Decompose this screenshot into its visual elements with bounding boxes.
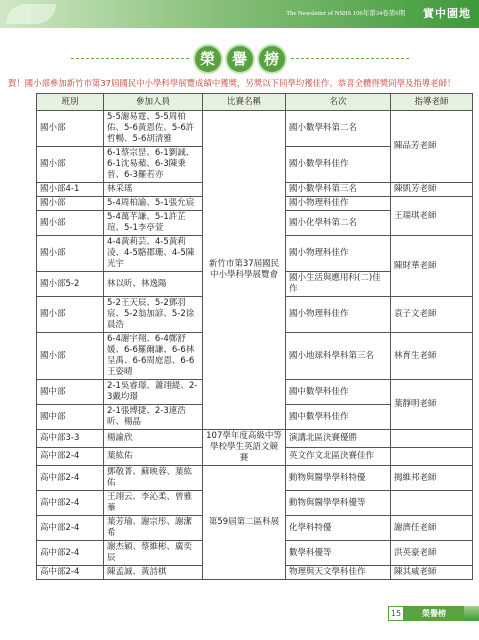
- cell-class: 高中部3-3: [37, 430, 104, 448]
- cell-rank: 動物與醫學學科優等: [286, 491, 391, 516]
- cell-rank: 國中數學科佳作: [286, 405, 391, 430]
- awards-table: [36, 93, 473, 580]
- cell-members: 謝杰穎、蔡維彬、廣奕辰: [104, 541, 203, 566]
- cell-members: 6-4謝宇翔、6-4鄭舒媛、6-6羅爾謙、6-6林呈禹、6-6周庭恩、6-6王姿晴: [104, 333, 203, 380]
- cell-rank: 物理與天文學科佳作: [286, 566, 391, 580]
- cell-competition: 第59屆第二區科展: [203, 466, 286, 580]
- cell-class: 國小部4-1: [37, 183, 104, 197]
- header-rank: 名次: [286, 94, 391, 111]
- cell-members: 葉紘佑: [104, 448, 203, 466]
- leaf-decoration-icon: [6, 4, 56, 24]
- cell-class: 國小部: [37, 236, 104, 272]
- cell-class: 高中部2-4: [37, 448, 104, 466]
- header-teacher: 指導老師: [391, 94, 473, 111]
- cell-class: 高中部2-4: [37, 466, 104, 491]
- cell-rank: 國小物理科佳作: [286, 197, 391, 211]
- cell-members: 葉芳瑜、謝宗彤、謝潔希: [104, 516, 203, 541]
- cell-rank: 國小物理科佳作: [286, 236, 391, 272]
- title-char-3: 榜: [259, 46, 285, 72]
- cell-members: 楊諭欣: [104, 430, 203, 448]
- header-members: 參加人員: [104, 94, 203, 111]
- table-row: [37, 111, 473, 147]
- cell-class: 高中部2-4: [37, 491, 104, 516]
- page-number: 15: [388, 606, 404, 621]
- cell-class: 高中部2-4: [37, 541, 104, 566]
- cell-members: 王翊云、李沁柔、曾雅蓁: [104, 491, 203, 516]
- cell-rank: 英文作文北區決賽佳作: [286, 448, 391, 466]
- footer-section-label: 榮譽榜: [404, 606, 464, 621]
- cell-rank: 數學科優等: [286, 541, 391, 566]
- cell-teacher: [391, 448, 473, 466]
- cell-rank: 演講北區決賽優勝: [286, 430, 391, 448]
- cell-rank: 動物與醫學學科特優: [286, 466, 391, 491]
- cell-teacher: 陳品芳老師: [391, 111, 473, 183]
- cell-competition: 新竹市第37屆國民中小學科學展覽會: [203, 111, 286, 430]
- cell-members: 6-1蔡宗昰、6-1劉誠、6-1沈易蘋、6-3陳秉晉、6-3羅若亦: [104, 147, 203, 183]
- cell-class: 高中部2-4: [37, 516, 104, 541]
- cell-members: 4-4黃莉芸、4-5黃莉凌、4-5駱郡珊、4-5陳光宇: [104, 236, 203, 272]
- cell-members: 2-1吳睿璟、蕭翊緹、2-3戴均璟: [104, 380, 203, 405]
- cell-competition: 107學年度高級中等學校學生英語文競賽: [203, 430, 286, 466]
- cell-rank: 國小地球科學科第三名: [286, 333, 391, 380]
- newsletter-issue: The Newsletter of NSHS 106年第34卷第6期: [286, 10, 405, 17]
- cell-teacher: 林育生老師: [391, 333, 473, 380]
- cell-teacher: 葉靜明老師: [391, 380, 473, 430]
- cell-class: 國小部: [37, 197, 104, 211]
- cell-teacher: 陳凱芳老師: [391, 183, 473, 197]
- title-char-2: 譽: [227, 46, 253, 72]
- table-row: [37, 430, 473, 448]
- cell-rank: 國小物理科佳作: [286, 297, 391, 333]
- cell-members: 5-2王天辰、5-2鄧羽宸、5-2翁加諺、5-2徐晨浩: [104, 297, 203, 333]
- table-row: [37, 466, 473, 491]
- cell-members: 林采瑤: [104, 183, 203, 197]
- cell-class: 國小部: [37, 211, 104, 236]
- cell-members: 陳孟誠、黃詩棋: [104, 566, 203, 580]
- cell-teacher: [391, 430, 473, 448]
- footer-stripe-decoration: [464, 606, 479, 621]
- title-char-1: 榮: [195, 46, 221, 72]
- cell-teacher: 王瑞琪老師: [391, 197, 473, 236]
- cell-class: 國小部5-2: [37, 272, 104, 297]
- cell-class: 國中部: [37, 380, 104, 405]
- cell-teacher: 洪英豪老師: [391, 541, 473, 566]
- cell-members: 5-4萬芊謙、5-1許芷瑄、5-1李亭萱: [104, 211, 203, 236]
- cell-teacher: 袁子文老師: [391, 297, 473, 333]
- cell-rank: 化學科特優: [286, 516, 391, 541]
- header-competition: 比賽名稱: [203, 94, 286, 111]
- brand-title: 實中園地: [423, 7, 471, 20]
- cell-teacher: 陳財華老師: [391, 236, 473, 297]
- cell-members: 2-1張博捷、2-3連浩昕、楊晶: [104, 405, 203, 430]
- title-rule-right: [291, 58, 409, 59]
- congratulations-text: 賀！國小部參加新竹市第37屆國民中小學科學展覽成績中獲獎，另獎以下同學均獲佳作。恭喜全體得獎同學及指導老師！: [8, 78, 456, 88]
- cell-teacher: [391, 491, 473, 516]
- cell-rank: 國小數學科佳作: [286, 147, 391, 183]
- cell-members: 鄧敬菁、蘇映蓉、葉紘佑: [104, 466, 203, 491]
- cell-class: 國小部: [37, 297, 104, 333]
- title-rule-left: [71, 58, 189, 59]
- cell-rank: 國中數學科佳作: [286, 380, 391, 405]
- cell-members: 5-5謝易霆、5-5周柏佑、5-6黃恩佐、5-6許哲暢、5-6胡清雅: [104, 111, 203, 147]
- cell-class: 國中部: [37, 405, 104, 430]
- cell-rank: 國小數學科第三名: [286, 183, 391, 197]
- section-title: [0, 44, 479, 72]
- cell-teacher: 揭維邦老師: [391, 466, 473, 491]
- table-header-row: [37, 94, 473, 111]
- cell-members: 林以昕、林逸陽: [104, 272, 203, 297]
- cell-rank: 國小生活與應用科(二)佳作: [286, 272, 391, 297]
- cell-rank: 國小數學科第二名: [286, 111, 391, 147]
- cell-class: 國小部: [37, 333, 104, 380]
- cell-teacher: 謝濟任老師: [391, 516, 473, 541]
- header-class: 班別: [37, 94, 104, 111]
- cell-class: 國小部: [37, 111, 104, 147]
- cell-class: 高中部2-4: [37, 566, 104, 580]
- cell-members: 5-4周柏諭、5-1張允宸: [104, 197, 203, 211]
- cell-teacher: 陳其威老師: [391, 566, 473, 580]
- cell-class: 國小部: [37, 147, 104, 183]
- top-banner: [0, 0, 479, 28]
- cell-rank: 國小化學科第二名: [286, 211, 391, 236]
